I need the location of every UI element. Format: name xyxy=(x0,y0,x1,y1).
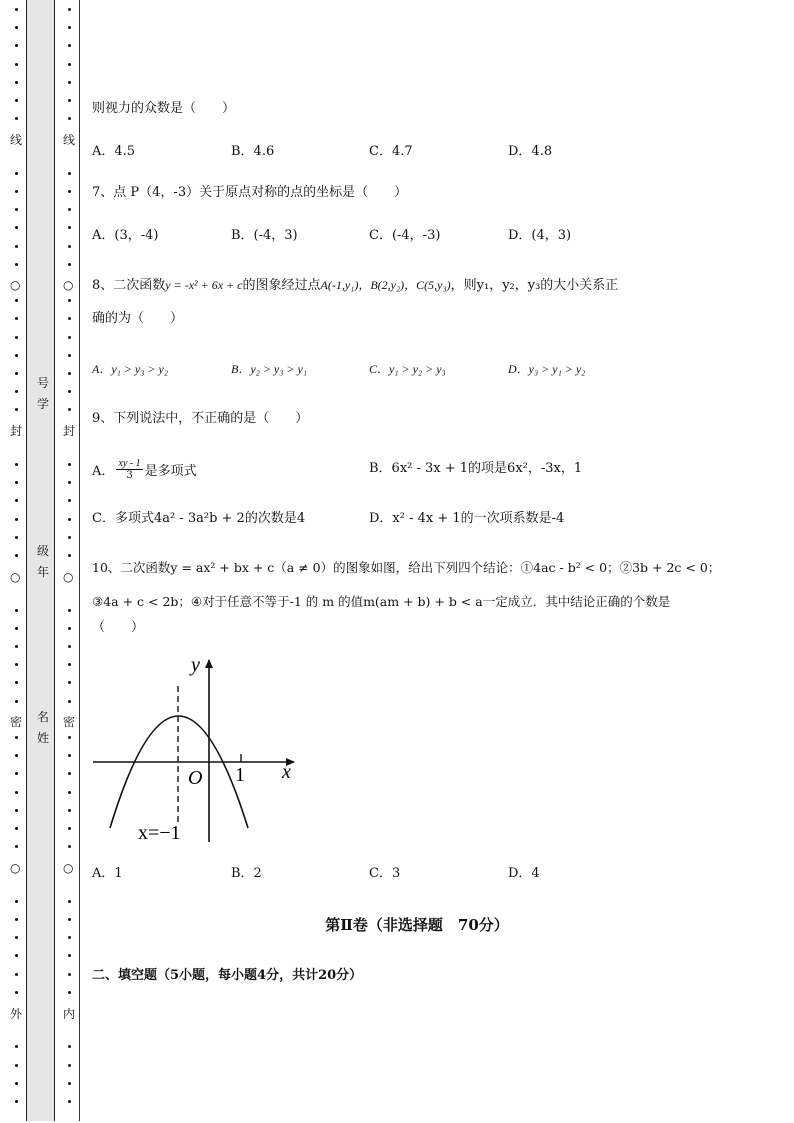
q9-stem: 9、下列说法中，不正确的是（ ） xyxy=(92,411,309,426)
gutter-dot xyxy=(68,681,71,684)
fill-in-section-heading: 二、填空题（5小题，每小题4分，共计20分） xyxy=(92,968,363,983)
gutter-dot xyxy=(68,827,71,830)
gutter-dot xyxy=(68,8,71,11)
gutter-dot xyxy=(15,900,18,903)
gutter-dot xyxy=(15,336,18,339)
gutter-dot xyxy=(15,372,18,375)
q10-option-a: A．1 xyxy=(92,866,123,881)
x-one-label: 1 xyxy=(235,764,245,786)
parabola-curve xyxy=(110,716,248,828)
gutter-dot xyxy=(15,845,18,848)
gutter-dot xyxy=(15,172,18,175)
q7-option-b: B．(-4，3) xyxy=(231,228,298,243)
gutter-dot xyxy=(68,190,71,193)
gutter-dot xyxy=(68,408,71,411)
gutter-dot xyxy=(68,117,71,120)
gutter-dot xyxy=(68,754,71,757)
gutter-dot xyxy=(15,463,18,466)
gutter-dot xyxy=(68,172,71,175)
gutter-dot xyxy=(68,390,71,393)
field-label-hao: 号 xyxy=(37,376,50,390)
gutter-dot xyxy=(68,1045,71,1048)
gutter-dot xyxy=(68,518,71,521)
field-label-nian: 年 xyxy=(37,565,50,579)
gutter-dot xyxy=(15,499,18,502)
gutter-dot xyxy=(68,954,71,957)
gutter-dot xyxy=(15,772,18,775)
q9-fraction-num: xy - 1 xyxy=(118,457,141,469)
right-mark-circle-2: ○ xyxy=(63,570,74,584)
q10-stem-line2: ③4a + c < 2b；④对于任意不等于-1 的 m 的值m(am + b) + b < a一定成立．其中结论正确的个数是 xyxy=(92,594,671,609)
right-mark-feng: 封 xyxy=(63,424,76,438)
gutter-dot xyxy=(68,63,71,66)
q10-option-c: C．3 xyxy=(369,866,401,881)
gutter-dot xyxy=(15,536,18,539)
gutter-dot xyxy=(15,63,18,66)
gutter-dot xyxy=(15,736,18,739)
gutter-dot xyxy=(68,26,71,29)
gutter-dot xyxy=(15,81,18,84)
x-axis-label: x xyxy=(282,761,291,783)
part2-title: 第Ⅱ卷（非选择题 70分） xyxy=(325,916,509,934)
gutter-dot xyxy=(68,791,71,794)
q10-parabola-graph xyxy=(88,650,310,850)
gutter-dot xyxy=(15,208,18,211)
gutter-dot xyxy=(15,627,18,630)
q8-option-c: C．y₁ > y₂ > y₃ xyxy=(369,362,446,376)
q9-fraction xyxy=(116,458,142,481)
gutter-dot xyxy=(15,554,18,557)
gutter-dot xyxy=(68,299,71,302)
gutter-dot xyxy=(15,354,18,357)
q7-option-d: D．(4，3) xyxy=(508,228,572,243)
gutter-dot xyxy=(68,736,71,739)
right-mark-xian: 线 xyxy=(63,133,76,147)
q8-stem-line2: 确的为（ ） xyxy=(92,311,184,326)
gutter-dot xyxy=(68,845,71,848)
q8-option-a: A．y₁ > y₃ > y₂ xyxy=(92,362,169,376)
q6-stem: 则视力的众数是（ ） xyxy=(92,101,236,116)
right-mark-circle-1: ○ xyxy=(63,278,74,292)
gutter-dot xyxy=(15,791,18,794)
gutter-dot xyxy=(15,26,18,29)
gutter-dot xyxy=(15,190,18,193)
q9-option-a xyxy=(92,455,197,483)
gutter-dot xyxy=(68,900,71,903)
left-mark-circle-1: ○ xyxy=(10,278,21,292)
gutter-dot xyxy=(15,226,18,229)
gutter-dot xyxy=(68,208,71,211)
y-axis-label: y xyxy=(191,654,200,676)
gutter-dot xyxy=(68,372,71,375)
gutter-dot xyxy=(15,1064,18,1067)
gutter-dot xyxy=(68,463,71,466)
gutter-dot xyxy=(68,609,71,612)
gutter-dot xyxy=(15,99,18,102)
gutter-dot xyxy=(15,44,18,47)
gutter-dot xyxy=(68,1064,71,1067)
q6-option-c: C．4.7 xyxy=(369,144,413,159)
right-mark-nei: 内 xyxy=(63,1007,76,1021)
left-mark-circle-2: ○ xyxy=(10,570,21,584)
gutter-dot xyxy=(15,390,18,393)
q8-points: A(-1,y₁)，B(2,y₂)，C(5,y₃) xyxy=(320,278,451,292)
left-mark-feng: 封 xyxy=(10,424,23,438)
q9-option-b: B．6x² - 3x + 1的项是6x²，-3x，1 xyxy=(369,461,583,476)
gutter-dot xyxy=(15,609,18,612)
q8-option-b: B．y₂ > y₃ > y₁ xyxy=(231,362,308,376)
gutter-dot xyxy=(15,117,18,120)
gutter-dot xyxy=(68,354,71,357)
q10-option-d: D．4 xyxy=(508,866,540,881)
gutter-dot xyxy=(68,481,71,484)
gutter-dot xyxy=(15,700,18,703)
gutter-dot xyxy=(68,809,71,812)
gutter-dot xyxy=(15,245,18,248)
origin-label: O xyxy=(188,767,203,789)
q8-stem-line1 xyxy=(92,279,618,292)
right-mark-circle-3: ○ xyxy=(63,861,74,875)
gutter-dot xyxy=(15,518,18,521)
symmetry-axis-label: x=−1 xyxy=(138,822,181,844)
gutter-dot xyxy=(68,645,71,648)
q10-option-b: B．2 xyxy=(231,866,262,881)
gutter-dot xyxy=(68,99,71,102)
q10-stem-line3: （ ） xyxy=(92,620,145,635)
gutter-dot xyxy=(68,991,71,994)
q8-option-d: D．y₃ > y₁ > y₂ xyxy=(508,362,586,376)
gutter-dot xyxy=(15,663,18,666)
gutter-edge-line xyxy=(79,0,80,1121)
gutter-dot xyxy=(68,772,71,775)
gutter-dot xyxy=(15,973,18,976)
binding-gutter xyxy=(26,0,55,1121)
field-label-xue: 学 xyxy=(37,397,50,411)
left-mark-xian: 线 xyxy=(10,133,23,147)
gutter-dot xyxy=(68,700,71,703)
gutter-dot xyxy=(68,317,71,320)
gutter-dot xyxy=(68,263,71,266)
field-label-ming: 名 xyxy=(37,710,50,724)
left-mark-wai: 外 xyxy=(10,1007,23,1021)
q7-stem: 7、点 P（4，-3）关于原点对称的点的坐标是（ ） xyxy=(92,185,408,200)
gutter-dot xyxy=(15,1100,18,1103)
q7-option-a: A．(3，-4) xyxy=(92,228,159,243)
gutter-dot xyxy=(68,1082,71,1085)
gutter-dot xyxy=(68,627,71,630)
gutter-dot xyxy=(68,973,71,976)
gutter-dot xyxy=(68,499,71,502)
gutter-dot xyxy=(15,481,18,484)
gutter-dot xyxy=(15,936,18,939)
q9-option-a-prefix: A． xyxy=(92,463,115,479)
q8-stem-a: 8、二次函数 xyxy=(92,278,166,293)
gutter-dot xyxy=(68,1100,71,1103)
field-label-ji: 级 xyxy=(37,544,50,558)
gutter-dot xyxy=(15,8,18,11)
left-mark-circle-3: ○ xyxy=(10,861,21,875)
gutter-dot xyxy=(68,245,71,248)
q7-option-c: C．(-4，-3) xyxy=(369,228,441,243)
gutter-dot xyxy=(15,263,18,266)
gutter-dot xyxy=(68,226,71,229)
field-label-xing: 姓 xyxy=(37,731,50,745)
q6-option-a: A．4.5 xyxy=(92,144,136,159)
gutter-dot xyxy=(15,681,18,684)
gutter-dot xyxy=(15,408,18,411)
gutter-dot xyxy=(15,954,18,957)
left-mark-mi: 密 xyxy=(10,715,23,729)
gutter-dot xyxy=(15,827,18,830)
gutter-dot xyxy=(68,44,71,47)
gutter-dot xyxy=(68,336,71,339)
q8-stem-b: 的图象经过点 xyxy=(242,278,321,293)
gutter-dot xyxy=(68,936,71,939)
gutter-dot xyxy=(15,754,18,757)
gutter-dot xyxy=(15,1045,18,1048)
q9-fraction-den: 3 xyxy=(126,469,133,481)
gutter-dot xyxy=(15,317,18,320)
gutter-dot xyxy=(68,536,71,539)
q6-option-b: B．4.6 xyxy=(231,144,275,159)
gutter-dot xyxy=(15,1082,18,1085)
gutter-dot xyxy=(15,809,18,812)
q9-option-c: C．多项式4a² - 3a²b + 2的次数是4 xyxy=(92,511,306,526)
right-mark-mi: 密 xyxy=(63,715,76,729)
q10-stem-line1: 10、二次函数y = ax² + bx + c（a ≠ 0）的图象如图，给出下列四个结论：①4ac - b² < 0；②3b + 2c < 0； xyxy=(92,560,721,575)
gutter-dot xyxy=(68,81,71,84)
q8-stem-c: ，则y₁，y₂，y₃的大小关系正 xyxy=(450,278,619,293)
q8-function: y = -x² + 6x + c xyxy=(165,278,243,292)
gutter-dot xyxy=(15,645,18,648)
q9-option-a-suffix: 是多项式 xyxy=(144,463,197,479)
q6-option-d: D．4.8 xyxy=(508,144,553,159)
gutter-dot xyxy=(15,299,18,302)
gutter-dot xyxy=(68,663,71,666)
q9-option-d: D．x² - 4x + 1的一次项系数是-4 xyxy=(369,511,565,526)
gutter-dot xyxy=(68,554,71,557)
gutter-dot xyxy=(15,991,18,994)
